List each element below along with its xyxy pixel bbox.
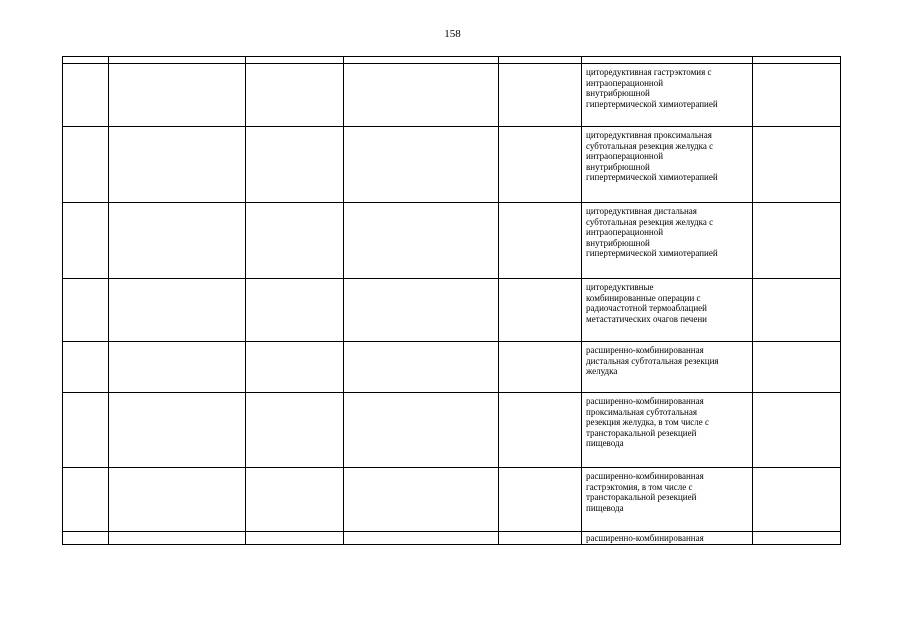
procedure-cell — [582, 203, 753, 279]
table-header-row — [63, 57, 841, 64]
table-row — [63, 203, 841, 279]
table-row — [63, 279, 841, 342]
header-cell — [753, 57, 841, 64]
table-row — [63, 64, 841, 127]
procedure-cell — [582, 64, 753, 127]
procedure-text: циторедуктивные комбинированные операции с радиочастотной термоаблацией метастатических очагов печени — [586, 282, 707, 324]
procedure-cell — [582, 127, 753, 203]
header-cell — [246, 57, 344, 64]
procedures-table — [62, 56, 841, 545]
procedure-text: циторедуктивная гастрэктомия с интраоперационной внутрибрюшной гипертермической химиотерапией — [586, 67, 718, 109]
table-row — [63, 342, 841, 393]
header-cell — [582, 57, 753, 64]
table-row — [63, 532, 841, 545]
table-row — [63, 127, 841, 203]
procedure-text: расширенно-комбинированная гастрэктомия, в том числе с трансторакальной резекцией пищевода — [586, 471, 704, 513]
procedure-text: циторедуктивная проксимальная субтотальная резекция желудка с интраоперационной внутрибрюшной гипертермической химиотерапией — [586, 130, 718, 183]
header-cell — [63, 57, 109, 64]
procedure-text: расширенно-комбинированная — [586, 533, 704, 543]
header-cell — [344, 57, 499, 64]
table-row — [63, 393, 841, 468]
table-row — [63, 468, 841, 532]
procedure-cell — [582, 279, 753, 342]
procedure-text: расширенно-комбинированная дистальная субтотальная резекция желудка — [586, 345, 719, 377]
procedure-cell — [582, 468, 753, 532]
procedure-cell — [582, 393, 753, 468]
procedure-text: циторедуктивная дистальная субтотальная резекция желудка с интраоперационной внутрибрюшной гипертермической химиотерапией — [586, 206, 718, 259]
header-cell — [499, 57, 582, 64]
procedure-cell — [582, 342, 753, 393]
page-number: 158 — [444, 28, 461, 40]
procedure-text: расширенно-комбинированная проксимальная субтотальная резекция желудка, в том числе с трансторакальной резекцией пищевода — [586, 396, 710, 449]
header-cell — [109, 57, 246, 64]
procedure-cell — [582, 532, 753, 545]
